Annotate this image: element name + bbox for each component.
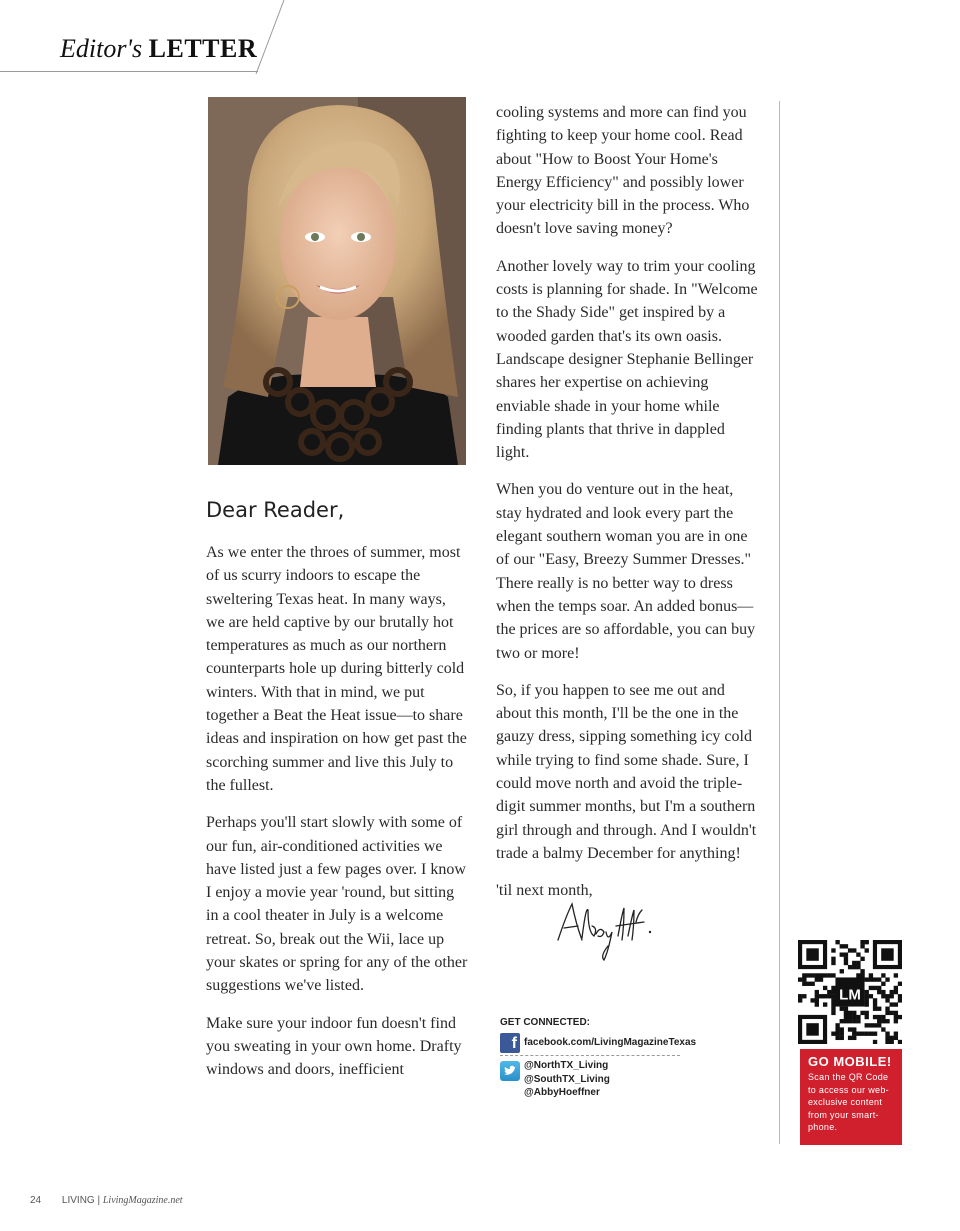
twitter-icon (500, 1061, 520, 1081)
editor-portrait-photo (208, 97, 466, 465)
facebook-icon: f (500, 1033, 520, 1053)
letter-paragraph: When you do venture out in the heat, stay hydrated and look every part the elegant southern woman you are in one of our "Easy, Breezy Summer Dresses." There really is no better way to dress when the temps soar. An added bonus—the prices are so affordable, you can buy two or more! (496, 481, 756, 662)
go-mobile-box (800, 1049, 902, 1145)
letter-paragraph: cooling systems and more can find you fighting to keep your home cool. Read about "How to Boost Your Home's Energy Efficiency" and possibly lower your electricity bill in the process. Who doesn't love saving money? (496, 104, 750, 238)
section-title-letter: LETTER (148, 34, 258, 63)
editor-signature (552, 896, 662, 966)
footer-section: LIVING (61, 1195, 95, 1206)
twitter-handles (524, 1059, 610, 1100)
twitter-handle[interactable]: @AbbyHoeffner (524, 1087, 600, 1098)
facebook-link[interactable]: facebook.com/LivingMagazineTexas (524, 1037, 697, 1048)
get-connected-label: GET CONNECTED: (500, 1017, 590, 1028)
letter-column-left (206, 541, 468, 1096)
letter-paragraph: So, if you happen to see me out and about this month, I'll be the one in the gauzy dress, sipping something icy cold while trying to find some shade. Sure, I could move north and avoid the triple-digit summer months, but I'm a southern girl through and through. And I wouldn't trade a balmy December for anything! (496, 681, 757, 862)
footer-separator: | (97, 1195, 101, 1206)
social-divider (500, 1055, 680, 1056)
column-divider (779, 101, 780, 1144)
section-title (60, 34, 257, 64)
page-footer (30, 1195, 183, 1206)
page-number: 24 (30, 1195, 42, 1206)
go-mobile-text: Scan the QR Code to access our web-exclusive content from your smart-phone. (808, 1072, 889, 1132)
header-rule (0, 71, 258, 72)
go-mobile-title: GO MOBILE! (808, 1054, 892, 1069)
letter-greeting: Dear Reader, (206, 498, 345, 522)
letter-column-right (496, 101, 758, 917)
section-title-editors: Editor's (60, 34, 143, 63)
letter-paragraph: Make sure your indoor fun doesn't find you sweating in your own home. Drafty windows and doors, inefficient (206, 1014, 462, 1079)
letter-signoff: 'til next month, (496, 882, 593, 900)
letter-paragraph: Perhaps you'll start slowly with some of our fun, air-conditioned activities we have listed just a few pages over. I know I enjoy a movie year 'round, but sitting in a cool theater in July is a welcome retreat. So, break out the Wii, lace up your skates or spring for any of the other suggestions we've listed. (206, 814, 468, 995)
twitter-handle[interactable]: @NorthTX_Living (524, 1060, 609, 1071)
qr-center-letter: LM (839, 986, 861, 1004)
letter-paragraph: Another lovely way to trim your cooling costs is planning for shade. In "Welcome to the Shady Side" get inspired by a wooded garden that's its own oasis. Landscape designer Stephanie Bellinger shares her expertise on achieving enviable shade in your home while finding plants that thrive in dappled light. (496, 257, 758, 462)
qr-code[interactable] (798, 940, 902, 1044)
footer-site[interactable]: LivingMagazine.net (102, 1195, 183, 1206)
letter-paragraph: As we enter the throes of summer, most of us scurry indoors to escape the sweltering Texas heat. In many ways, we are held captive by our brutally hot temperatures as much as our northern counterparts hole up during bitterly cold winters. With that in mind, we put together a Beat the Heat issue—to share ideas and inspiration on how get past the scorching summer and live this July to the fullest. (206, 544, 467, 794)
twitter-handle[interactable]: @SouthTX_Living (524, 1073, 610, 1085)
